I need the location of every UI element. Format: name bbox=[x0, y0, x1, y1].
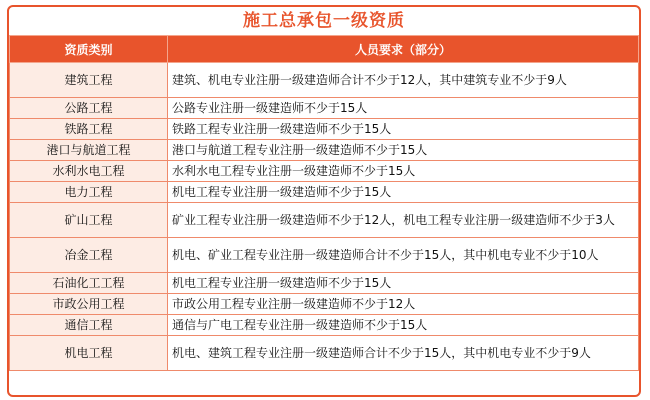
requirement-cell: 通信与广电工程专业注册一级建造师不少于15人 bbox=[168, 315, 639, 336]
table-row bbox=[10, 315, 639, 336]
header-requirement: 人员要求（部分） bbox=[168, 36, 639, 63]
table-row bbox=[10, 182, 639, 203]
category-cell: 市政公用工程 bbox=[10, 294, 168, 315]
table-row bbox=[10, 336, 639, 371]
category-cell: 港口与航道工程 bbox=[10, 140, 168, 161]
requirement-cell: 机电、建筑工程专业注册一级建造师合计不少于15人，其中机电专业不少于9人 bbox=[168, 336, 639, 371]
requirement-cell: 机电、矿业工程专业注册一级建造师合计不少于15人，其中机电专业不少于10人 bbox=[168, 238, 639, 273]
requirement-cell: 建筑、机电专业注册一级建造师合计不少于12人，其中建筑专业不少于9人 bbox=[168, 63, 639, 98]
category-cell: 公路工程 bbox=[10, 98, 168, 119]
table-row bbox=[10, 63, 639, 98]
table-header-row bbox=[10, 36, 639, 63]
category-cell: 铁路工程 bbox=[10, 119, 168, 140]
qualification-card bbox=[7, 5, 641, 397]
qualification-table bbox=[9, 35, 639, 371]
category-cell: 石油化工工程 bbox=[10, 273, 168, 294]
table-row bbox=[10, 203, 639, 238]
category-cell: 电力工程 bbox=[10, 182, 168, 203]
table-row bbox=[10, 294, 639, 315]
table-row bbox=[10, 273, 639, 294]
table-row bbox=[10, 238, 639, 273]
category-cell: 机电工程 bbox=[10, 336, 168, 371]
page-title: 施工总承包一级资质 bbox=[243, 11, 405, 31]
requirement-cell: 机电工程专业注册一级建造师不少于15人 bbox=[168, 182, 639, 203]
table-row bbox=[10, 119, 639, 140]
table-row bbox=[10, 161, 639, 182]
table-row bbox=[10, 140, 639, 161]
requirement-cell: 市政公用工程专业注册一级建造师不少于12人 bbox=[168, 294, 639, 315]
table-row bbox=[10, 98, 639, 119]
requirement-cell: 铁路工程专业注册一级建造师不少于15人 bbox=[168, 119, 639, 140]
requirement-cell: 机电工程专业注册一级建造师不少于15人 bbox=[168, 273, 639, 294]
requirement-cell: 矿业工程专业注册一级建造师不少于12人，机电工程专业注册一级建造师不少于3人 bbox=[168, 203, 639, 238]
category-cell: 冶金工程 bbox=[10, 238, 168, 273]
category-cell: 水利水电工程 bbox=[10, 161, 168, 182]
category-cell: 通信工程 bbox=[10, 315, 168, 336]
category-cell: 建筑工程 bbox=[10, 63, 168, 98]
requirement-cell: 港口与航道工程专业注册一级建造师不少于15人 bbox=[168, 140, 639, 161]
requirement-cell: 水利水电工程专业注册一级建造师不少于15人 bbox=[168, 161, 639, 182]
requirement-cell: 公路专业注册一级建造师不少于15人 bbox=[168, 98, 639, 119]
header-category: 资质类别 bbox=[10, 36, 168, 63]
category-cell: 矿山工程 bbox=[10, 203, 168, 238]
